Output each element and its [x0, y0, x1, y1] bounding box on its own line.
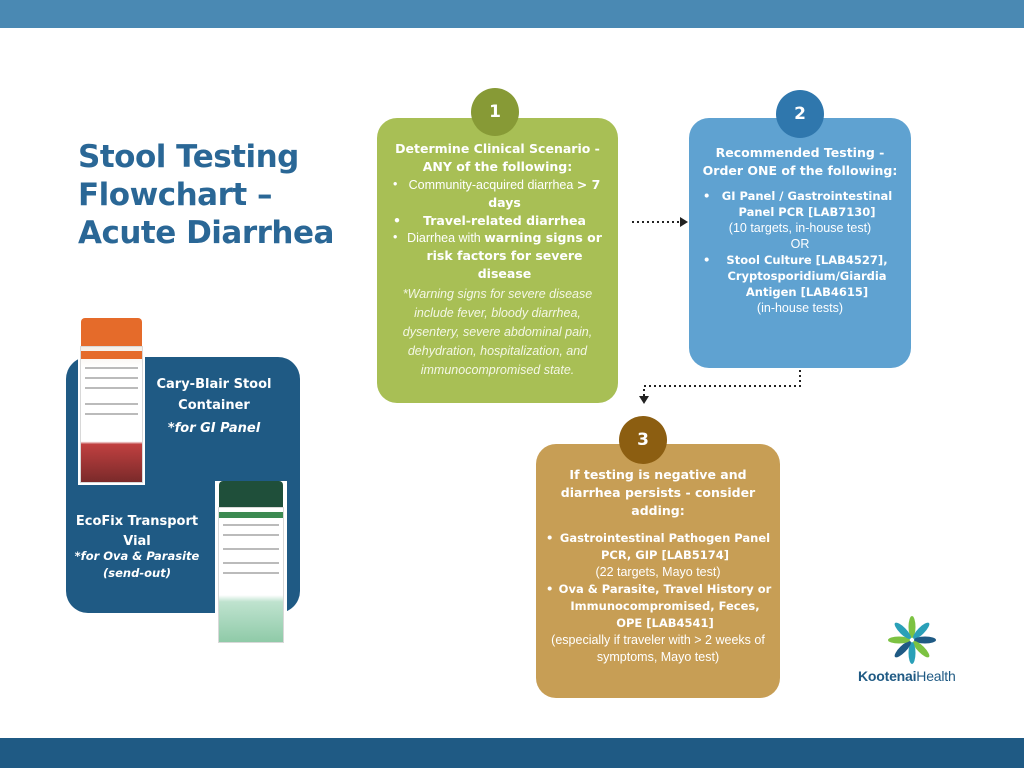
cary-blair-note: *for GI Panel — [167, 421, 261, 436]
ecofix-note: *for Ova & Parasite (send-out) — [74, 549, 200, 580]
criterion-warning-signs: • Diarrhea with warning signs or risk factors for severe disease — [391, 229, 604, 283]
bottom-bar — [0, 738, 1024, 768]
step3-heading: If testing is negative and diarrhea persists - consider adding: — [560, 467, 756, 518]
test-ova-parasite-note: (especially if traveler with > 2 weeks of symptoms, Mayo test) — [551, 633, 765, 664]
test-gi-panel: • GI Panel / Gastrointestinal Panel PCR [LAB7130] — [701, 188, 899, 220]
arrow-step1-to-step2 — [632, 217, 688, 227]
test-ova-parasite: • Ova & Parasite, Travel History or Immunocompromised, Feces, OPE [LAB4541] — [544, 581, 772, 632]
criterion-travel-related: • Travel-related diarrhea — [391, 212, 604, 229]
kootenai-health-wordmark: KootenaiHealth — [858, 668, 956, 684]
step1-heading: Determine Clinical Scenario - ANY of the following: — [395, 141, 600, 174]
criterion-community-acquired: • Community-acquired diarrhea > 7 days — [391, 176, 604, 212]
or-divider: OR — [790, 237, 810, 251]
page-title: Stool Testing Flowchart – Acute Diarrhea — [78, 139, 334, 251]
test-gi-panel-note: (10 targets, in-house test) — [728, 221, 872, 235]
step1-badge: 1 — [471, 88, 519, 136]
arrow-step2-to-step3 — [639, 370, 800, 404]
step2-heading: Recommended Testing - Order ONE of the following: — [702, 145, 898, 178]
test-stool-culture-note: (in-house tests) — [756, 301, 844, 315]
test-stool-culture: • Stool Culture [LAB4527], Cryptosporidium/Giardia Antigen [LAB4615] — [701, 252, 899, 300]
kootenai-health-logo-icon — [886, 614, 938, 666]
step3-badge: 3 — [619, 416, 667, 464]
step1-footnote: *Warning signs for severe disease include fever, bloody diarrhea, dysentery, severe abdominal pain, dehydration, hospitalization, and immunocompromised state. — [402, 287, 593, 377]
test-gip-panel-note: (22 targets, Mayo test) — [595, 565, 721, 579]
step2-badge: 2 — [776, 90, 824, 138]
ecofix-label: EcoFix Transport Vial — [75, 514, 199, 549]
test-gip-panel: • Gastrointestinal Pathogen Panel PCR, GIP [LAB5174] — [544, 530, 772, 564]
cary-blair-label: Cary-Blair Stool Container — [156, 377, 272, 413]
